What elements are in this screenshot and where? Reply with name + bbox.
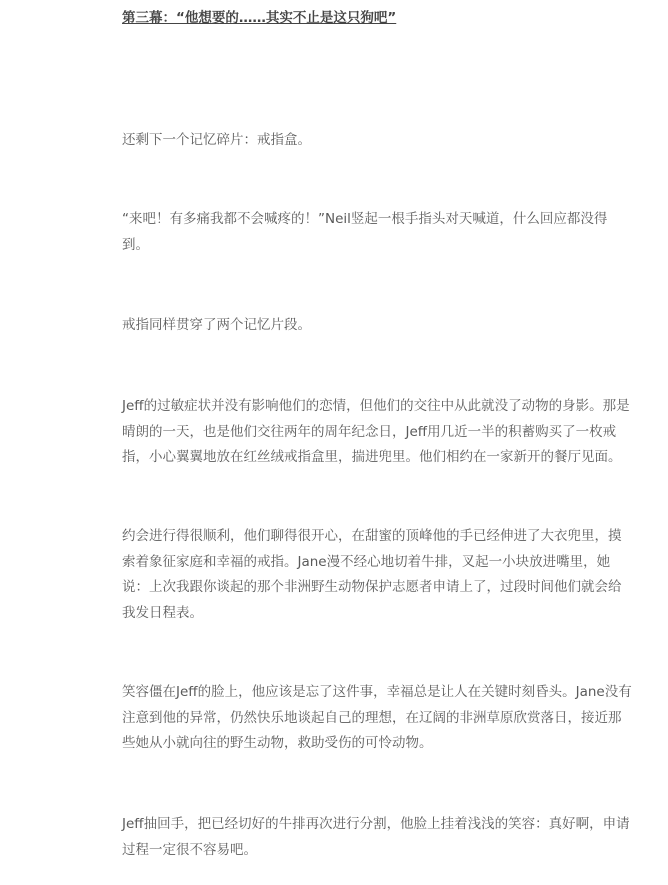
paragraph-line: 索着象征家庭和幸福的戒指。Jane漫不经心地切着牛排，叉起一小块放进嘴里，她 bbox=[122, 553, 611, 570]
paragraph bbox=[122, 394, 656, 471]
paragraph-line: 我发日程表。 bbox=[122, 604, 203, 621]
paragraph bbox=[122, 313, 656, 339]
paragraph bbox=[122, 680, 656, 757]
paragraph-line: 说：上次我跟你谈起的那个非洲野生动物保护志愿者申请上了，过段时间他们就会给 bbox=[122, 579, 622, 595]
paragraph bbox=[122, 207, 656, 258]
paragraph-line: 些她从小就向往的野生动物，救助受伤的可怜动物。 bbox=[122, 735, 433, 751]
paragraph-line: 到。 bbox=[122, 236, 149, 253]
paragraph-line: 过程一定很不容易吧。 bbox=[122, 841, 257, 858]
paragraph-line: 约会进行得很顺利，他们聊得很开心，在甜蜜的顶峰他的手已经伸进了大衣兜里，摸 bbox=[122, 528, 622, 544]
paragraph-line: “来吧！有多痛我都不会喊疼的！”Neil竖起一根手指头对天喊道，什么回应都没得 bbox=[122, 211, 608, 227]
paragraph-line: Jeff的过敏症状并没有影响他们的恋情，但他们的交往中从此就没了动物的身影。那是 bbox=[122, 398, 630, 414]
paragraph bbox=[122, 812, 656, 863]
paragraph-line: 戒指同样贯穿了两个记忆片段。 bbox=[122, 317, 311, 333]
chapter-title: 第三幕：“他想要的……其实不止是这只狗吧” bbox=[122, 10, 397, 26]
paragraph bbox=[122, 128, 656, 154]
paragraph-line: 注意到他的异常，仍然快乐地谈起自己的理想，在辽阔的非洲草原欣赏落日，接近那 bbox=[122, 709, 622, 726]
paragraph-line: 还剩下一个记忆碎片：戒指盒。 bbox=[122, 132, 311, 148]
paragraph-line: 晴朗的一天，也是他们交往两年的周年纪念日，Jeff用几近一半的积蓄购买了一枚戒 bbox=[122, 423, 617, 440]
paragraph bbox=[122, 524, 656, 626]
paragraph-line: 笑容僵在Jeff的脸上，他应该是忘了这件事，幸福总是让人在关键时刻昏头。Jane没有 bbox=[122, 684, 632, 700]
paragraph-line: 指，小心翼翼地放在红丝绒戒指盒里，揣进兜里。他们相约在一家新开的餐厅见面。 bbox=[122, 449, 622, 465]
paragraph-line: Jeff抽回手，把已经切好的牛排再次进行分割，他脸上挂着浅浅的笑容：真好啊，申请 bbox=[122, 816, 630, 832]
